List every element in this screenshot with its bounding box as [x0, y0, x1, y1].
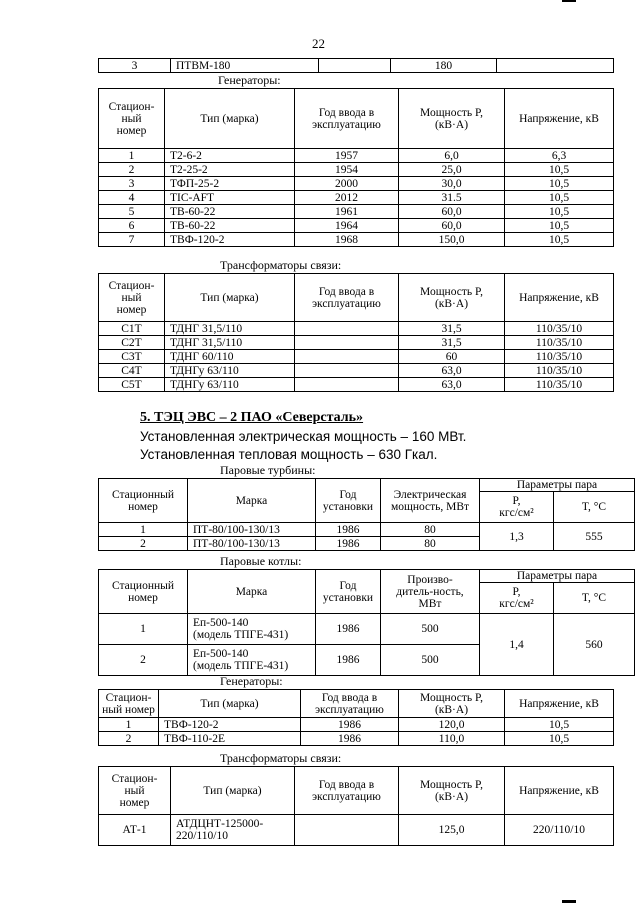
- transformers-table: [98, 273, 614, 392]
- installed-heat-power: Установленная тепловая мощность – 630 Гкал.: [140, 447, 438, 462]
- cell: АТДЦНТ-125000- 220/110/10: [171, 815, 295, 846]
- cell: 220/110/10: [505, 815, 614, 846]
- cell: С5Т: [99, 378, 165, 392]
- header-cell: Стацион- ный номер: [99, 767, 171, 815]
- corner-mark: [562, 0, 576, 2]
- header-cell: Напряжение, кВ: [505, 767, 614, 815]
- header-cell: Стацион- ный номер: [99, 690, 159, 718]
- cell: 1: [99, 614, 188, 645]
- cell: 125,0: [399, 815, 505, 846]
- header-cell: Мощность P, (кВ·А): [399, 274, 505, 322]
- cell: 60,0: [399, 219, 505, 233]
- cell: 2: [99, 537, 188, 551]
- cell: 80: [381, 523, 480, 537]
- cell: 500: [381, 614, 480, 645]
- cell: 110/35/10: [505, 364, 614, 378]
- header-cell: Год ввода в эксплуатацию: [301, 690, 399, 718]
- table-row: [99, 149, 614, 163]
- cell: ТВФ-120-2: [159, 718, 301, 732]
- cell-temperature: 555: [554, 523, 635, 551]
- cell: 63,0: [399, 378, 505, 392]
- cell: 180: [391, 59, 497, 73]
- boilers-caption: Паровые котлы:: [220, 554, 302, 568]
- header-temperature: T, °C: [554, 583, 635, 614]
- header-params: Параметры пара: [480, 479, 635, 492]
- cell: 10,5: [505, 163, 614, 177]
- generators-caption: Генераторы:: [218, 73, 281, 87]
- header-performance: Произво- дитель-ность, МВт: [381, 570, 480, 614]
- header-mark: Марка: [188, 479, 316, 523]
- table-header-row: [99, 767, 614, 815]
- header-pressure: P, кгс/см²: [480, 492, 554, 523]
- cell: TIC-AFT: [165, 191, 295, 205]
- table-row: [99, 815, 614, 846]
- cell: 2: [99, 163, 165, 177]
- cell: ТВ-60-22: [165, 219, 295, 233]
- header-cell: Мощность P, (кВ·А): [399, 690, 505, 718]
- cell: 1986: [301, 718, 399, 732]
- cell: С3Т: [99, 350, 165, 364]
- table-row: [99, 191, 614, 205]
- header-temperature: T, °C: [554, 492, 635, 523]
- header-power: Электрическая мощность, МВт: [381, 479, 480, 523]
- cell: 1: [99, 718, 159, 732]
- cell: Еп-500-140 (модель ТПГЕ-431): [188, 645, 316, 676]
- cell: 1961: [295, 205, 399, 219]
- cell: 4: [99, 191, 165, 205]
- header-params: Параметры пара: [480, 570, 635, 583]
- header-cell: Тип (марка): [159, 690, 301, 718]
- table-row: [99, 523, 635, 537]
- table-row: [99, 732, 614, 746]
- section-title: 5. ТЭЦ ЭВС – 2 ПАО «Северсталь»: [140, 410, 364, 425]
- header-mark: Марка: [188, 570, 316, 614]
- cell: 1957: [295, 149, 399, 163]
- cell: С4Т: [99, 364, 165, 378]
- cell: 10,5: [505, 732, 614, 746]
- cell: ТДНГ 31,5/110: [165, 336, 295, 350]
- cell: 10,5: [505, 233, 614, 247]
- cell: 60: [399, 350, 505, 364]
- cell: ТВФ-110-2Е: [159, 732, 301, 746]
- cell: 60,0: [399, 205, 505, 219]
- cell: 2000: [295, 177, 399, 191]
- cell: 6: [99, 219, 165, 233]
- cell: ТВ-60-22: [165, 205, 295, 219]
- header-cell: Год ввода в эксплуатацию: [295, 89, 399, 149]
- header-cell: Тип (марка): [165, 274, 295, 322]
- cell: 10,5: [505, 219, 614, 233]
- cell: 1986: [316, 523, 381, 537]
- cell: 10,5: [505, 191, 614, 205]
- cell: 10,5: [505, 718, 614, 732]
- table-header-row: [99, 89, 614, 149]
- cell: С1Т: [99, 322, 165, 336]
- transformers-table: [98, 766, 614, 846]
- header-cell: Стацион- ный номер: [99, 89, 165, 149]
- cell: [319, 59, 391, 73]
- cell: 3: [99, 59, 171, 73]
- table-row: [99, 177, 614, 191]
- table-row: [99, 322, 614, 336]
- cell: [295, 336, 399, 350]
- cell: 1: [99, 523, 188, 537]
- cell: [295, 364, 399, 378]
- cell: [295, 378, 399, 392]
- generators-table: [98, 88, 614, 247]
- generators-table: [98, 689, 614, 746]
- cell: ТВФ-120-2: [165, 233, 295, 247]
- table-row: [99, 233, 614, 247]
- cell: 31,5: [399, 336, 505, 350]
- cell: 1986: [316, 645, 381, 676]
- cell: 10,5: [505, 205, 614, 219]
- table-row: [99, 336, 614, 350]
- cell: 80: [381, 537, 480, 551]
- cell: ТДНГ 60/110: [165, 350, 295, 364]
- installed-electric-power: Установленная электрическая мощность – 160 МВт.: [140, 429, 467, 444]
- cell: ПТ-80/100-130/13: [188, 523, 316, 537]
- cell: 110,0: [399, 732, 505, 746]
- header-station: Стационный номер: [99, 479, 188, 523]
- turbines-table: [98, 478, 635, 551]
- cell: 31.5: [399, 191, 505, 205]
- cell: 6,3: [505, 149, 614, 163]
- cell-pressure: 1,3: [480, 523, 554, 551]
- table-row: [99, 59, 614, 73]
- cell: 7: [99, 233, 165, 247]
- cell: [497, 59, 614, 73]
- generators-caption: Генераторы:: [220, 674, 283, 688]
- table-row: [99, 219, 614, 233]
- cell: С2Т: [99, 336, 165, 350]
- cell: 110/35/10: [505, 336, 614, 350]
- cell: Т2-25-2: [165, 163, 295, 177]
- header-cell: Мощность P, (кВ·А): [399, 89, 505, 149]
- header-cell: Год ввода в эксплуатацию: [295, 767, 399, 815]
- header-cell: Напряжение, кВ: [505, 274, 614, 322]
- cell: Т2-6-2: [165, 149, 295, 163]
- header-pressure: P, кгс/см²: [480, 583, 554, 614]
- cell: 1968: [295, 233, 399, 247]
- header-year: Год установки: [316, 479, 381, 523]
- cell: 500: [381, 645, 480, 676]
- page-number: 22: [312, 36, 325, 51]
- table-row: [99, 350, 614, 364]
- cell: 5: [99, 205, 165, 219]
- transformers-caption: Трансформаторы связи:: [220, 751, 342, 765]
- header-cell: Мощность P, (кВ·А): [399, 767, 505, 815]
- table-row: [99, 364, 614, 378]
- cell: 1: [99, 149, 165, 163]
- cell: 1986: [301, 732, 399, 746]
- table-header-row: [99, 479, 635, 492]
- cell: 30,0: [399, 177, 505, 191]
- table-row: [99, 205, 614, 219]
- cell: 6,0: [399, 149, 505, 163]
- cell: 1986: [316, 614, 381, 645]
- cell: 10,5: [505, 177, 614, 191]
- cell: 1954: [295, 163, 399, 177]
- cell: 120,0: [399, 718, 505, 732]
- cell: Еп-500-140 (модель ТПГЕ-431): [188, 614, 316, 645]
- cell: ПТ-80/100-130/13: [188, 537, 316, 551]
- table-header-row: [99, 690, 614, 718]
- header-cell: Стацион- ный номер: [99, 274, 165, 322]
- cell: ТФП-25-2: [165, 177, 295, 191]
- header-cell: Напряжение, кВ: [505, 89, 614, 149]
- turbines-caption: Паровые турбины:: [220, 463, 316, 477]
- corner-mark: [562, 900, 576, 903]
- header-cell: Год ввода в эксплуатацию: [295, 274, 399, 322]
- cell: [295, 322, 399, 336]
- cell: 63,0: [399, 364, 505, 378]
- cell-pressure: 1,4: [480, 614, 554, 676]
- header-cell: Тип (марка): [165, 89, 295, 149]
- table-row: [99, 614, 635, 645]
- cell: ТДНГ 31,5/110: [165, 322, 295, 336]
- cell: АТ-1: [99, 815, 171, 846]
- boilers-table: [98, 569, 635, 676]
- cell: 110/35/10: [505, 350, 614, 364]
- header-station: Стационный номер: [99, 570, 188, 614]
- cell: 110/35/10: [505, 322, 614, 336]
- cell: 2012: [295, 191, 399, 205]
- cell: 110/35/10: [505, 378, 614, 392]
- cell: 25,0: [399, 163, 505, 177]
- cell: 1986: [316, 537, 381, 551]
- header-year: Год установки: [316, 570, 381, 614]
- table-row: [99, 718, 614, 732]
- header-cell: Напряжение, кВ: [505, 690, 614, 718]
- cell: 3: [99, 177, 165, 191]
- cell: 2: [99, 732, 159, 746]
- cell: 31,5: [399, 322, 505, 336]
- cell: [295, 815, 399, 846]
- cell-temperature: 560: [554, 614, 635, 676]
- table-row: [99, 378, 614, 392]
- table-header-row: [99, 274, 614, 322]
- cell: ТДНГу 63/110: [165, 378, 295, 392]
- cell: 1964: [295, 219, 399, 233]
- cell: ТДНГу 63/110: [165, 364, 295, 378]
- cell: 2: [99, 645, 188, 676]
- top-row-table: [98, 58, 614, 73]
- table-row: [99, 163, 614, 177]
- transformers-caption: Трансформаторы связи:: [220, 258, 342, 272]
- table-header-row: [99, 570, 635, 583]
- header-cell: Тип (марка): [171, 767, 295, 815]
- cell: ПТВМ-180: [171, 59, 319, 73]
- cell: [295, 350, 399, 364]
- cell: 150,0: [399, 233, 505, 247]
